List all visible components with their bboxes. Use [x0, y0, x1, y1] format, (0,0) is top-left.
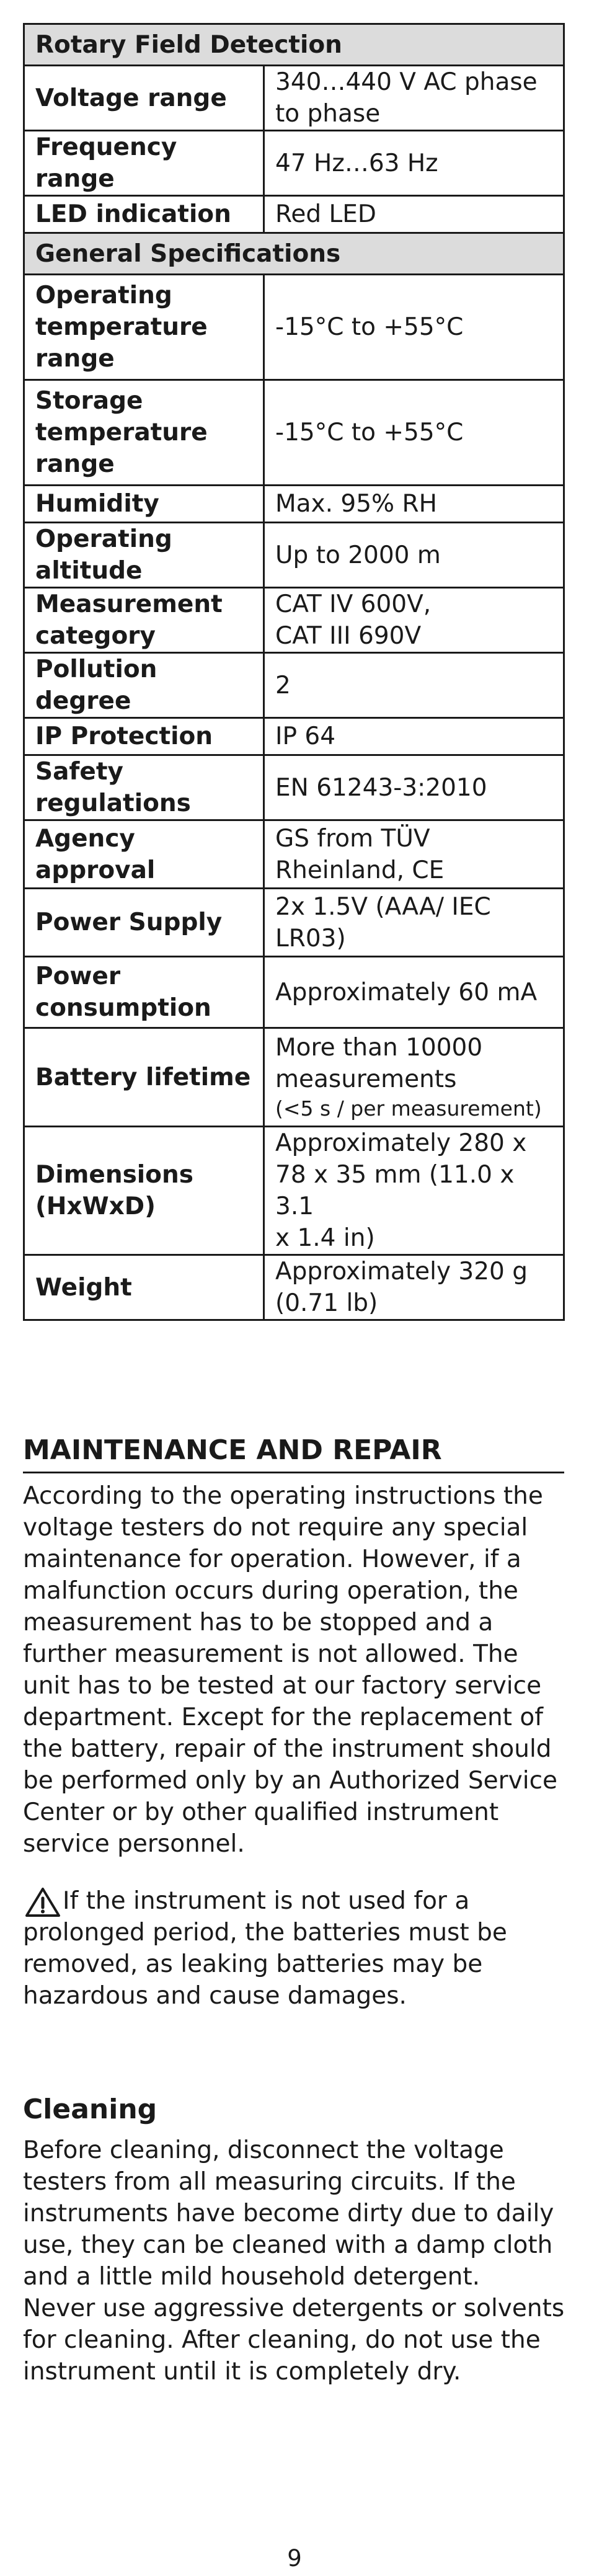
spec-label [24, 820, 264, 889]
spec-value [264, 380, 564, 486]
spec-label [24, 196, 264, 233]
spec-row-safety-regulations [24, 755, 564, 820]
spec-value-text: Up to 2000 m [275, 541, 441, 569]
spec-value [264, 275, 564, 380]
spec-label-text: Dimensions (HxWxD) [35, 1161, 193, 1220]
spec-label [24, 718, 264, 755]
spec-row-led-indication [24, 196, 564, 233]
maintenance-body: According to the operating instructions the voltage testers do not require any special maintenance for operation. However, if a malfunction occurs during operation, the measurement has to be stopped and a further measurement is not allowed. The unit has to be tested at our factory service department. Except for the replacement of the battery, repair of the instrument should be performed only by an Authorized Service Center or by other qualified instrument service personnel. [23, 1482, 558, 1858]
specifications-table-body [24, 24, 564, 1320]
spec-value [264, 718, 564, 755]
spec-label [24, 755, 264, 820]
spec-value-text: 47 Hz…63 Hz [275, 149, 438, 177]
spec-label-text: Operating altitude [35, 525, 172, 585]
spec-label-text: Power consumption [35, 962, 211, 1022]
maintenance-title: MAINTENANCE AND REPAIR [23, 1434, 442, 1466]
cleaning-title: Cleaning [23, 2094, 157, 2125]
spec-row-battery-lifetime [24, 1028, 564, 1127]
spec-label-text: Power Supply [35, 908, 223, 936]
spec-label [24, 1028, 264, 1127]
spec-row-power-consumption [24, 957, 564, 1028]
spec-row-humidity [24, 486, 564, 523]
spec-value-text: EN 61243-3:2010 [275, 773, 487, 802]
spec-label [24, 1127, 264, 1255]
spec-row-dimensions-hxwxd [24, 1127, 564, 1255]
section-header-rotary-field-detection [24, 24, 564, 66]
spec-row-measurement-category [24, 588, 564, 653]
spec-value [264, 196, 564, 233]
spec-label [24, 588, 264, 653]
spec-value [264, 131, 564, 196]
spec-value-text: CAT IV 600V, CAT III 690V [275, 590, 432, 650]
spec-value-text: 340…440 V AC phase to phase [275, 68, 538, 128]
spec-value-text: 2 [275, 671, 291, 700]
spec-row-agency-approval [24, 820, 564, 889]
spec-label-text: Agency approval [35, 824, 156, 884]
spec-value-text: Approximately 320 g (0.71 lb) [275, 1258, 528, 1317]
spec-value-text: -15°C to +55°C [275, 313, 464, 341]
page-number: 9 [287, 2545, 302, 2572]
spec-label-text: Operating temperature range [35, 282, 208, 373]
spec-label [24, 486, 264, 523]
spec-row-weight [24, 1255, 564, 1320]
spec-value [264, 486, 564, 523]
spec-value-text: GS from TÜV Rheinland, CE [275, 824, 445, 884]
spec-label-text: Storage temperature range [35, 387, 208, 478]
spec-value-text: Approximately 60 mA [275, 978, 538, 1006]
spec-label [24, 66, 264, 131]
spec-row-operating-altitude [24, 523, 564, 588]
spec-label-text: IP Protection [35, 722, 213, 750]
spec-label-text: Pollution degree [35, 655, 157, 715]
spec-value-text: More than 10000 measurements [275, 1034, 483, 1093]
spec-value-note: (<5 s / per measurement) [275, 1096, 542, 1121]
spec-row-storage-temperature-range [24, 380, 564, 486]
spec-label [24, 653, 264, 718]
spec-value [264, 66, 564, 131]
spec-value [264, 1255, 564, 1320]
maintenance-title-rule [23, 1472, 564, 1473]
spec-label-text: Frequency range [35, 133, 177, 193]
spec-label [24, 523, 264, 588]
spec-row-power-supply [24, 889, 564, 957]
spec-value [264, 755, 564, 820]
spec-value-text: Approximately 280 x 78 x 35 mm (11.0 x 3.1 x 1.4 in) [275, 1129, 527, 1252]
spec-value [264, 523, 564, 588]
battery-warning-text: If the instrument is not used for a prolonged period, the batteries must be removed, as leaking batteries may be hazardous and cause damages. [23, 1887, 507, 2010]
spec-value [264, 1028, 564, 1127]
spec-value [264, 588, 564, 653]
specifications-table [23, 23, 565, 1321]
spec-value [264, 889, 564, 957]
spec-value [264, 1127, 564, 1255]
spec-row-frequency-range [24, 131, 564, 196]
spec-row-operating-temperature-range [24, 275, 564, 380]
spec-value-text: -15°C to +55°C [275, 419, 464, 446]
spec-value [264, 957, 564, 1028]
spec-label-text: Humidity [35, 490, 159, 518]
section-header-general-specifications [24, 233, 564, 275]
spec-label [24, 957, 264, 1028]
spec-label [24, 380, 264, 486]
spec-label-text: Safety regulations [35, 758, 191, 817]
spec-value [264, 820, 564, 889]
spec-label [24, 131, 264, 196]
spec-label [24, 1255, 264, 1320]
spec-row-voltage-range [24, 66, 564, 131]
spec-label-text: Voltage range [35, 84, 227, 112]
spec-label [24, 889, 264, 957]
cleaning-body: Before cleaning, disconnect the voltage testers from all measuring circuits. If the instruments have become dirty due to daily use, they can be cleaned with a damp cloth and a little mild household detergent. Never use aggressive detergents or solvents for cleaning. After cleaning, do not use the instrument until it is completely dry. [23, 2136, 565, 2386]
section-header-label: General Specifications [24, 233, 564, 275]
spec-label [24, 275, 264, 380]
spec-label-text: Weight [35, 1273, 132, 1302]
spec-value [264, 653, 564, 718]
spec-value-text: Max. 95% RH [275, 490, 437, 518]
spec-row-ip-protection [24, 718, 564, 755]
spec-value-text: IP 64 [275, 722, 336, 750]
spec-label-text: LED indication [35, 200, 231, 228]
section-header-label: Rotary Field Detection [24, 24, 564, 66]
spec-value-text: 2x 1.5V (AAA/ IEC LR03) [275, 892, 491, 953]
spec-row-pollution-degree [24, 653, 564, 718]
spec-label-text: Battery lifetime [35, 1063, 251, 1091]
spec-value-text: Red LED [275, 200, 376, 228]
spec-label-text: Measurement category [35, 590, 223, 650]
